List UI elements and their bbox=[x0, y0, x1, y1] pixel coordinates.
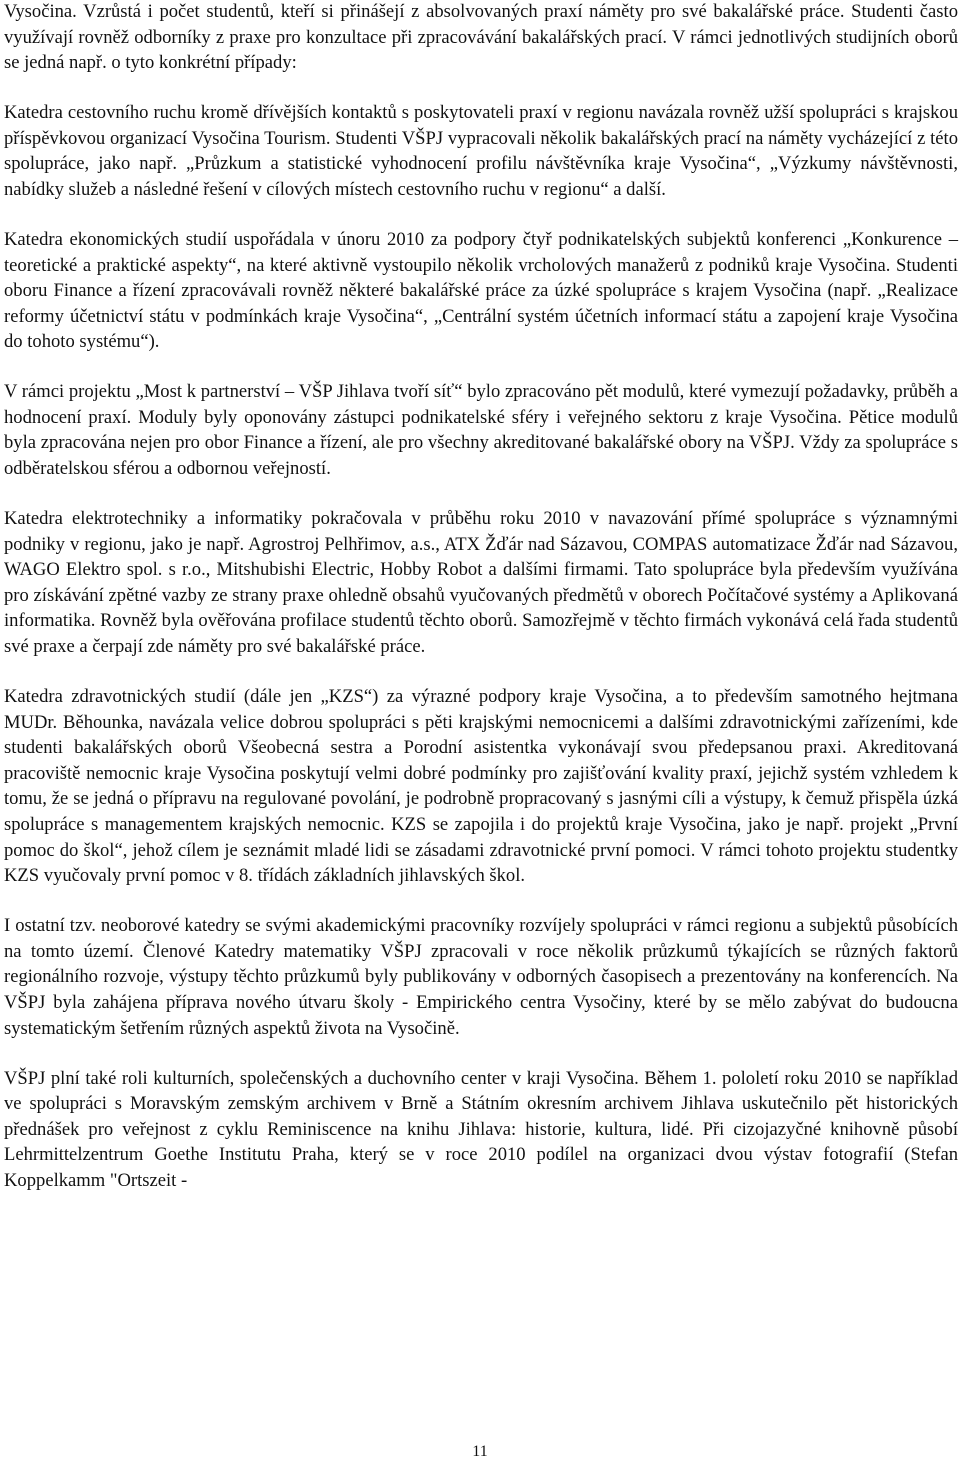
paragraph-intro: Vysočina. Vzrůstá i počet studentů, kteří si přinášejí z absolvovaných praxí náměty pro své bakalářské práce. Studenti často využívají rovněž odborníky z praxe pro konzultace při zpracovávání bakalářských prací. V rámci jednotlivých studijních oborů se jedná např. o tyto konkrétní případy: bbox=[4, 1, 958, 74]
page-number: 11 bbox=[472, 1443, 488, 1460]
paragraph-electrotechnics-department: Katedra elektrotechniky a informatiky pokračovala v průběhu roku 2010 v navazování přímé spolupráce s významnými podniky v regionu, jako je např. Agrostroj Pelhřimov, a.s., ATX Žďár nad Sázavou, COMPAS automatizace Žďár nad Sázavou, WAGO Elektro spol. s r.o., Mitshubishi Electric, Hobby Robot a dalšími firmami. Tato spolupráce byla především využívána pro získávání zpětné vazby ze strany praxe ohledně obsahů vyučovaných předmětů v oborech Počítačové systémy a Aplikovaná informatika. Rovněž byla ověřována profilace studentů těchto oborů. Samozřejmě v těchto firmách vykonává celá řada studentů své praxe a čerpají zde náměty pro své bakalářské práce. bbox=[4, 508, 958, 658]
paragraph-other-departments: I ostatní tzv. neoborové katedry se svými akademickými pracovníky rozvíjely spolupráci v rámci regionu a subjektů působících na tomto území. Členové Katedry matematiky VŠPJ zpracovali v roce několik průzkumů týkajících se různých faktorů regionálního rozvoje, výstupy těchto průzkumů byly publikovány v odborných časopisech a prezentovány na konferencích. Na VŠPJ byla zahájena příprava nového útvaru školy - Empirického centra Vysočiny, které by se mělo zabývat do budoucna systematickým šetřením různých aspektů života na Vysočině. bbox=[4, 915, 958, 1039]
paragraph-tourism-department: Katedra cestovního ruchu kromě dřívějších kontaktů s poskytovateli praxí v regionu navázala rovněž užší spolupráci s krajskou příspěvkovou organizací Vysočina Tourism. Studenti VŠPJ vypracovali několik bakalářských prací na náměty vycházející z této spolupráce, jako např. „Průzkum a statistické vyhodnocení profilu návštěvníka kraje Vysočina“, „Výzkumy návštěvnosti, nabídky služeb a následné řešení v cílových místech cestovního ruchu v regionu“ a další. bbox=[4, 102, 958, 200]
paragraph-cultural-role: VŠPJ plní také roli kulturních, společenských a duchovního center v kraji Vysočina. Během 1. pololetí roku 2010 se například ve spolupráci s Moravským zemským archivem v Brně a Státním okresním archivem Jihlava uskutečnilo pět historických přednášek pro veřejnost z cyklu Reminiscence na knihu Jihlava: historie, kultura, lidé. Při cizojazyčné knihovně působí Lehrmittelzentrum Goethe Institutu Praha, který se v roce 2010 podílel na organizaci dvou výstav fotografií (Stefan Koppelkamm "Ortszeit - bbox=[4, 1067, 958, 1191]
document-page bbox=[4, 0, 958, 1193]
paragraph-health-studies-department: Katedra zdravotnických studií (dále jen „KZS“) za výrazné podpory kraje Vysočina, a to především samotného hejtmana MUDr. Běhounka, navázala velice dobrou spolupráci s pěti krajskými nemocnicemi a dalšími zdravotnickými zařízeními, kde studenti bakalářských oborů Všeobecná sestra a Porodní asistentka vykonávají svou předepsanou praxi. Akreditovaná pracoviště nemocnic kraje Vysočina poskytují velmi dobré podmínky pro zajišťování kvality praxí, jejichž systém vzhledem k tomu, že se jedná o přípravu na regulované povolání, je podrobně propracovaný s jasnými cíli a výstupy, k čemuž přispěla úzká spolupráce s managementem krajských nemocnic. KZS se zapojila i do projektů kraje Vysočina, jako je např. projekt „První pomoc do škol“, jehož cílem je seznámit mladé lidi se zásadami zdravotnické první pomoci. V rámci tohoto projektu studentky KZS vyučovaly první pomoc v 8. třídách základních jihlavských škol. bbox=[4, 686, 958, 887]
paragraph-partnership-project: V rámci projektu „Most k partnerství – VŠP Jihlava tvoří síť“ bylo zpracováno pět modulů, které vymezují požadavky, průběh a hodnocení praxí. Moduly byly oponovány zástupci podnikatelské sféry i veřejného sektoru z kraje Vysočina. Pětice modulů byla zpracována nejen pro obor Finance a řízení, ale pro všechny akreditované bakalářské obory na VŠPJ. Vždy za spolupráce s odběratelskou sférou a odbornou veřejností. bbox=[4, 381, 958, 480]
paragraph-economics-department: Katedra ekonomických studií uspořádala v únoru 2010 za podpory čtyř podnikatelských subjektů konferenci „Konkurence – teoretické a praktické aspekty“, na které aktivně vystoupilo několik vrcholových manažerů z podniků kraje Vysočina. Studenti oboru Finance a řízení zpracovávali rovněž některé bakalářské práce za úzké spolupráce s krajem Vysočina (např. „Realizace reformy účetnictví státu v podmínkách kraje Vysočina“, „Centrální systém účetních informací státu a zapojení kraje Vysočina do tohoto systému“). bbox=[4, 228, 958, 353]
